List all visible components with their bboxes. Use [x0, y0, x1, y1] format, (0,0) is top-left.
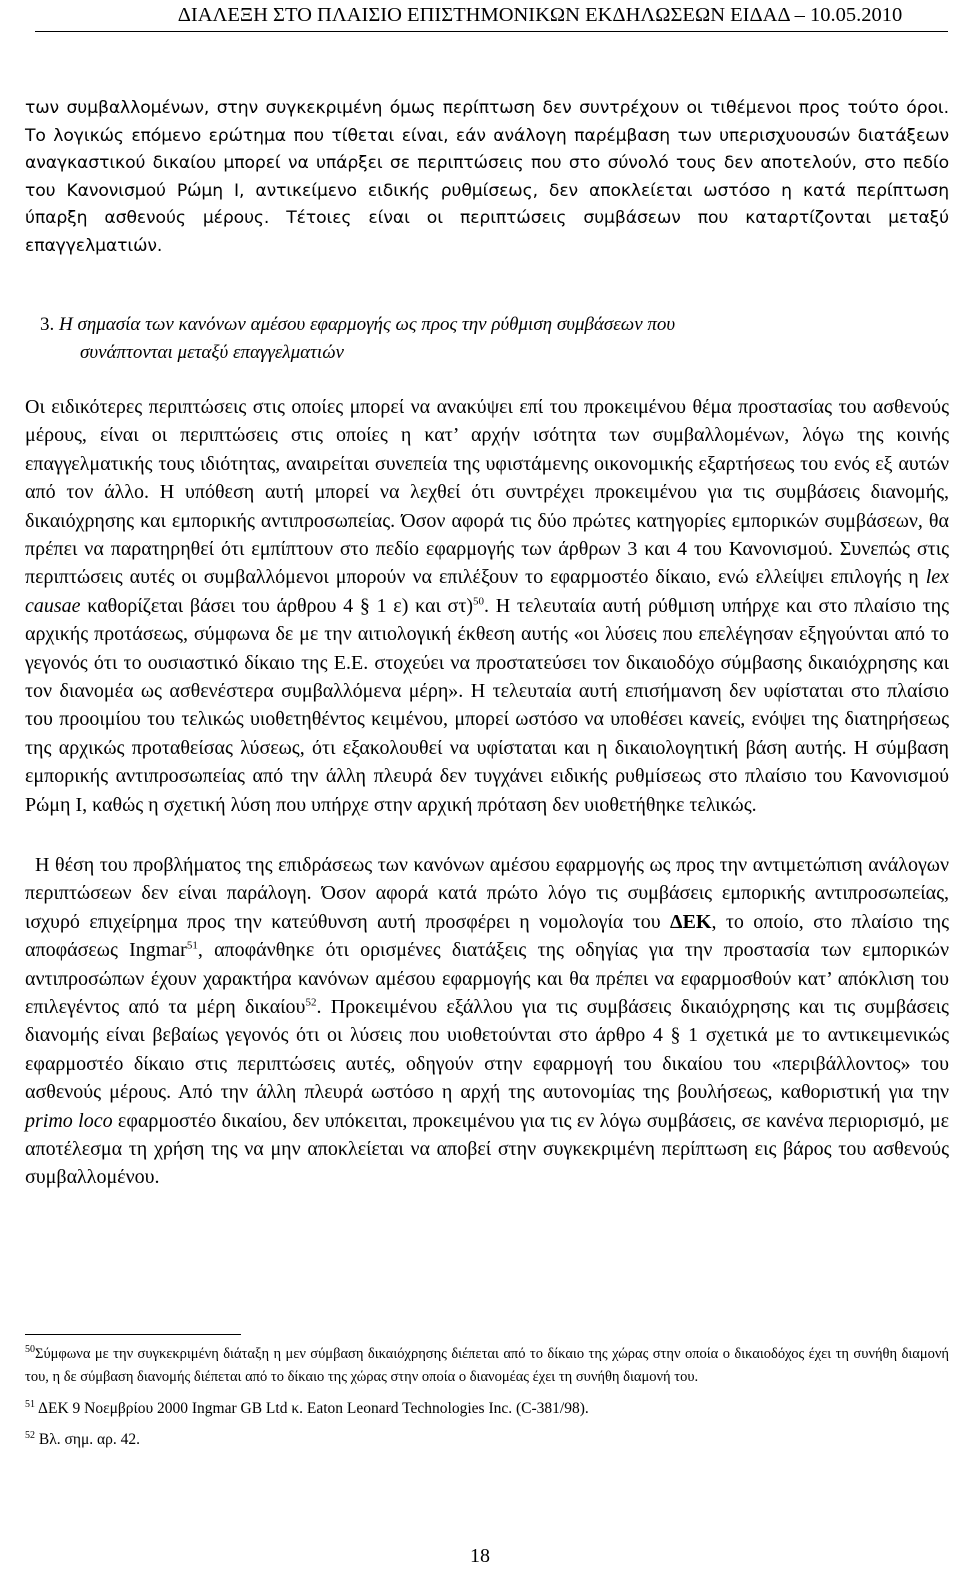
footnote-ref-50[interactable]: 50: [473, 595, 485, 608]
footnote-51: [25, 1397, 949, 1420]
footnotes: [25, 1343, 949, 1451]
footnote-number: 52: [25, 1429, 35, 1441]
p3-text-b: , το οποίο, στο πλαίσιο της αποφάσεως Ingmar: [25, 910, 949, 962]
header-rule: [35, 31, 948, 32]
p2-lex-causae: lex causae: [25, 566, 949, 617]
p2-text-b: καθορίζεται βάσει του άρθρου 4 § 1 ε) και στ): [80, 594, 474, 617]
paragraph-professional-contracts: [25, 393, 949, 819]
footnote-text: Βλ. σημ. αρ. 42.: [38, 1431, 140, 1448]
page-number: 18: [470, 1545, 490, 1567]
section-number: 3.: [40, 314, 55, 335]
footnote-50: [25, 1343, 949, 1389]
footnote-number: 51: [25, 1398, 35, 1410]
p3-dek: ΔΕΚ: [670, 910, 712, 933]
footnote-separator: [25, 1334, 241, 1335]
paragraph-problem-position: [25, 851, 949, 1192]
p2-text-c: . Η τελευταία αυτή ρύθμιση υπήρχε και στο πλαίσιο της αρχικής προτάσεως, σύμφωνα δε με την αιτιολογική έκθεση αυτής «οι λύσεις που επελέγησαν εξηγούνται από το γεγονός ότι το ουσιαστικό δίκαιο της Ε.Ε. στοχεύει να προστατεύσει τον δικαιοδόχο σύμβασης δικαιόχρησης και τον διανομέα ως ασθενέστερα συμβαλλόμενα μέρη». Η τελευταία αυτή επισήμανση δεν υφίσταται στο πλαίσιο του προοιμίου του τελικώς υιοθετηθέντος κειμένου, μπορεί ωστόσο να υποθέσει κανείς, ενόψει της διατηρήσεως της αρχικώς προταθείσας λύσεως, ότι εξακολουθεί να υφίσταται και η δικαιολογητική βάση αυτής. Η σύμβαση εμπορικής αντιπροσωπείας από την άλλη πλευρά δεν τυγχάνει ειδικής ρυθμίσεως στο πλαίσιο του Κανονισμού Ρώμη Ι, καθώς η σχετική λύση που υπήρχε στην αρχική πρόταση δεν υιοθετήθηκε τελικώς.: [25, 594, 950, 816]
p3-text-a: Η θέση του προβλήματος της επιδράσεως των κανόνων αμέσου εφαρμογής ως προς την αντιμετώπιση ανάλογων περιπτώσεων δεν είναι παράλογη. Όσον αφορά κατά πρώτο λόγο τις συμβάσεις εμπορικής αντιπροσωπείας, ισχυρό επιχείρημα προς την κατεύθυνση αυτή προσφέρει η νομολογία του: [25, 854, 949, 933]
p3-text-c: , αποφάνθηκε ότι ορισμένες διατάξεις της οδηγίας για την προστασία των εμπορικών αντιπροσώπων έχουν χαρακτήρα κανόνων αμέσου εφαρμογής και θα πρέπει να εφαρμοσθούν κατ’ απόκλιση του επιλεγέντος από τα μέρη δικαίου: [25, 939, 949, 1019]
section-title-line1: Η σημασία των κανόνων αμέσου εφαρμογής ως προς την ρύθμιση συμβάσεων που: [59, 314, 676, 335]
footnote-text: ΔΕΚ 9 Νοεμβρίου 2000 Ingmar GB Ltd κ. Eaton Leonard Technologies Inc. (C-381/98).: [38, 1400, 589, 1417]
p3-text-d: . Προκειμένου εξάλλου για τις συμβάσεις δικαιόχρησης και τις συμβάσεις διανομής είναι βεβαίως γεγονός ότι οι λύσεις που υιοθετούνται στο άρθρο 4 § 1 σχετικά με το αντικειμενικώς εφαρμοστέο δίκαιο στις περιπτώσεις αυτές, οδηγούν στην εφαρμογή του δικαίου του «περιβάλλοντος» του ασθενούς μέρους. Από την άλλη πλευρά ωστόσο η αρχή της αυτονομίας της βουλήσεως, καθοριστική για την: [25, 996, 949, 1104]
p3-text-e: εφαρμοστέο δικαίου, δεν υπόκειται, προκειμένου για τις εν λόγω συμβάσεις, σε κανένα περιορισμό, με αποτέλεσμα τη χρήση της να μην αποκλείεται να αποβεί στην συγκεκριμένη περίπτωση εις βάρος του ασθενούς συμβαλλομένου.: [25, 1109, 950, 1189]
section-title-line2: συνάπτονται μεταξύ επαγγελματιών: [80, 342, 344, 363]
footnote-52: [25, 1428, 949, 1451]
p3-primo-loco: primo loco: [25, 1109, 113, 1132]
section-heading: [40, 311, 920, 367]
p2-text-a: Οι ειδικότερες περιπτώσεις στις οποίες μπορεί να ανακύψει επί του προκειμένου θέμα προστασίας του ασθενούς μέρους, είναι οι περιπτώσεις στις οποίες η κατ’ αρχήν ισότητα των συμβαλλομένων, λόγω της κοινής επαγγελματικής τους ιδιότητας, αναιρείται συνεπεία της υφιστάμενης οικονομικής εξαρτήσεως του ενός εξ αυτών από τον άλλο. Η υπόθεση αυτή μπορεί να λεχθεί ότι συντρέχει προκειμένου για τις συμβάσεις διανομής, δικαιόχρησης και εμπορικής αντιπροσωπείας. Όσον αφορά τις δύο πρώτες κατηγορίες εμπορικών συμβάσεων, θα πρέπει να παρατηρηθεί ότι εμπίπτουν στο πεδίο εφαρμογής των άρθρων 3 και 4 του Κανονισμού. Συνεπώς στις περιπτώσεις αυτές οι συμβαλλόμενοι μπορούν να επιλέξουν το εφαρμοστέο δίκαιο, ενώ ελλείψει επιλογής η: [25, 396, 949, 589]
footnote-text: Σύμφωνα με την συγκεκριμένη διάταξη η μεν σύμβαση δικαιόχρησης διέπεται από το δίκαιο της χώρας στην οποία ο δικαιοδόχος έχει τη συνήθη διαμονή του, η δε σύμβαση διανομής διέπεται από το δίκαιο της χώρας στην οποία ο διανομέας έχει τη συνήθη διαμονή του.: [25, 1346, 949, 1385]
paragraph-intro: των συμβαλλομένων, στην συγκεκριμένη όμως περίπτωση δεν συντρέχουν οι τιθέμενοι προς τούτο όροι. Το λογικώς επόμενο ερώτημα που τίθεται είναι, εάν ανάλογη παρέμβαση των υπερισχυουσών διατάξεων αναγκαστικού δικαίου μπορεί να υπάρξει σε περιπτώσεις που στο σύνολό τους δεν αποτελούν, στο πεδίο του Κανονισμού Ρώμη Ι, αντικείμενο ειδικής ρυθμίσεως, δεν αποκλείεται ωστόσο η κατά περίπτωση ύπαρξη ασθενούς μέρους. Τέτοιες είναι οι περιπτώσεις συμβάσεων που καταρτίζονται μεταξύ επαγγελματιών.: [25, 98, 949, 256]
footnote-ref-51[interactable]: 51: [186, 939, 198, 952]
header-text: ΔΙΑΛΕΞΗ ΣΤΟ ΠΛΑΙΣΙΟ ΕΠΙΣΤΗΜΟΝΙΚΩΝ ΕΚΔΗΛΩΣΕΩΝ ΕΙΔΑΔ – 10.05.2010: [177, 4, 903, 26]
footnote-ref-52[interactable]: 52: [305, 996, 317, 1009]
page-header: [120, 4, 960, 27]
footnote-number: 50: [25, 1344, 35, 1356]
